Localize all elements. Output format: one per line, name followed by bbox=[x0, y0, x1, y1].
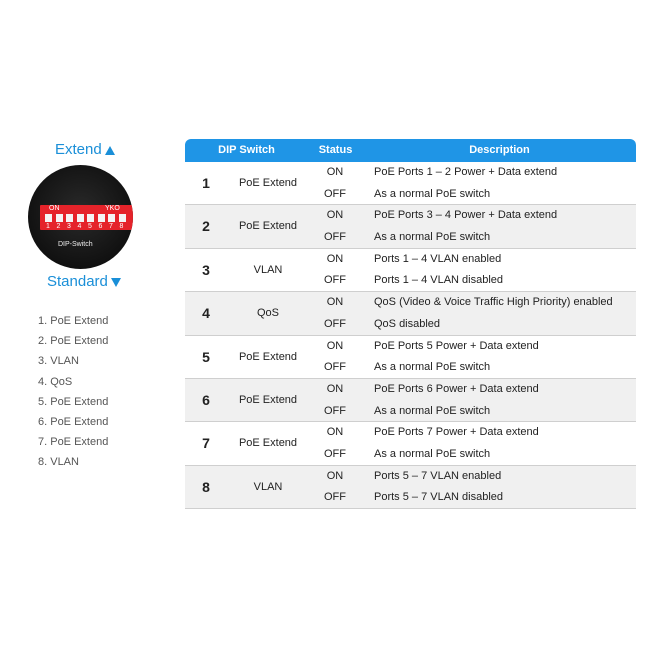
header-dip-switch: DIP Switch bbox=[218, 144, 275, 156]
dip-switch-number: 2 bbox=[56, 223, 61, 230]
row-number: 2 bbox=[202, 218, 210, 235]
description-on: Ports 5 – 7 VLAN enabled bbox=[374, 469, 502, 482]
description-off: Ports 5 – 7 VLAN disabled bbox=[374, 491, 504, 504]
dip-function-list bbox=[38, 311, 108, 473]
status-off: OFF bbox=[324, 361, 346, 374]
row-function: PoE Extend bbox=[238, 177, 298, 189]
description-on: PoE Ports 3 – 4 Power + Data extend bbox=[374, 209, 558, 222]
dip-on-label: ON bbox=[49, 205, 60, 212]
dip-switch-number: 8 bbox=[119, 223, 124, 230]
table-header bbox=[185, 139, 636, 162]
dip-switch-knob bbox=[56, 214, 63, 222]
row-function: PoE Extend bbox=[238, 394, 298, 406]
description-on: QoS (Video & Voice Traffic High Priority) enabled bbox=[374, 296, 613, 309]
description-on: PoE Ports 7 Power + Data extend bbox=[374, 426, 539, 439]
triangle-up-icon bbox=[105, 146, 115, 155]
description-on: PoE Ports 1 – 2 Power + Data extend bbox=[374, 166, 558, 178]
dip-switch-number: 5 bbox=[88, 223, 92, 230]
dip-switch-knob bbox=[87, 214, 94, 222]
list-item: 6. PoE Extend bbox=[38, 415, 109, 428]
row-function: QoS bbox=[256, 307, 279, 320]
status-off: OFF bbox=[324, 317, 346, 330]
list-item: 5. PoE Extend bbox=[38, 395, 109, 408]
status-off: OFF bbox=[324, 274, 346, 287]
standard-label-text: Standard bbox=[47, 273, 108, 290]
row-function: PoE Extend bbox=[238, 437, 298, 450]
dip-yko-label: YKO bbox=[105, 205, 120, 212]
header-status: Status bbox=[318, 144, 353, 156]
list-item: 2. PoE Extend bbox=[38, 335, 109, 348]
row-number: 7 bbox=[202, 435, 210, 452]
extend-label-text: Extend bbox=[55, 141, 102, 158]
row-number: 6 bbox=[202, 392, 210, 408]
dip-switch-number: 4 bbox=[77, 223, 82, 230]
description-on: PoE Ports 5 Power + Data extend bbox=[374, 339, 539, 352]
row-number: 5 bbox=[202, 348, 210, 365]
standard-label bbox=[47, 273, 121, 290]
dip-switch-knob bbox=[45, 214, 52, 222]
dip-switch-number: 3 bbox=[67, 223, 71, 230]
table-row bbox=[185, 466, 636, 509]
dip-switch-knob bbox=[108, 214, 115, 222]
row-function: PoE Extend bbox=[238, 220, 298, 233]
status-on: ON bbox=[326, 296, 344, 309]
table-row bbox=[185, 336, 636, 379]
status-off: OFF bbox=[324, 404, 346, 417]
description-off: QoS disabled bbox=[374, 317, 441, 330]
list-item: 4. QoS bbox=[38, 375, 73, 388]
row-number: 8 bbox=[202, 478, 210, 495]
dip-switch-number: 1 bbox=[46, 223, 50, 230]
list-item: 3. VLAN bbox=[38, 355, 79, 368]
status-off: OFF bbox=[324, 491, 346, 504]
status-on: ON bbox=[326, 166, 344, 178]
row-number: 3 bbox=[202, 261, 210, 278]
status-on: ON bbox=[326, 209, 344, 222]
description-off: As a normal PoE switch bbox=[374, 404, 491, 417]
dip-switch-number: 6 bbox=[98, 223, 103, 230]
description-on: Ports 1 – 4 VLAN enabled bbox=[374, 252, 502, 265]
description-off: As a normal PoE switch bbox=[374, 230, 491, 243]
row-function: VLAN bbox=[253, 480, 283, 493]
status-off: OFF bbox=[324, 230, 346, 243]
status-on: ON bbox=[326, 339, 344, 352]
row-function: PoE Extend bbox=[238, 350, 298, 363]
description-off: As a normal PoE switch bbox=[374, 361, 491, 374]
dip-switch-photo bbox=[28, 165, 133, 269]
status-off: OFF bbox=[324, 447, 346, 460]
status-on: ON bbox=[326, 252, 344, 265]
extend-label bbox=[55, 141, 115, 158]
row-number: 4 bbox=[202, 305, 210, 322]
table-row bbox=[185, 249, 636, 292]
list-item: 1. PoE Extend bbox=[38, 315, 109, 327]
header-description: Description bbox=[469, 144, 530, 156]
table-row bbox=[185, 379, 636, 422]
description-off: As a normal PoE switch bbox=[374, 187, 491, 200]
row-function: VLAN bbox=[253, 263, 283, 276]
dip-switch-knob bbox=[98, 214, 105, 222]
dip-switch-knob bbox=[77, 214, 84, 222]
description-off: As a normal PoE switch bbox=[374, 447, 491, 460]
status-on: ON bbox=[326, 383, 344, 395]
triangle-down-icon bbox=[111, 278, 121, 287]
dip-switch-knob bbox=[119, 214, 126, 222]
table-row bbox=[185, 205, 636, 248]
dip-switch-knob bbox=[66, 214, 73, 222]
description-off: Ports 1 – 4 VLAN disabled bbox=[374, 274, 504, 287]
list-item: 7. PoE Extend bbox=[38, 436, 109, 449]
list-item: 8. VLAN bbox=[38, 456, 79, 469]
status-on: ON bbox=[326, 469, 344, 482]
row-number: 1 bbox=[202, 175, 210, 191]
status-off: OFF bbox=[324, 187, 346, 200]
dip-caption: DIP-Switch bbox=[58, 241, 93, 248]
dip-switch-number: 7 bbox=[109, 223, 113, 230]
table-row bbox=[185, 292, 636, 335]
description-on: PoE Ports 6 Power + Data extend bbox=[374, 383, 539, 395]
table-row bbox=[185, 422, 636, 465]
table-row bbox=[185, 162, 636, 205]
status-on: ON bbox=[326, 426, 344, 439]
